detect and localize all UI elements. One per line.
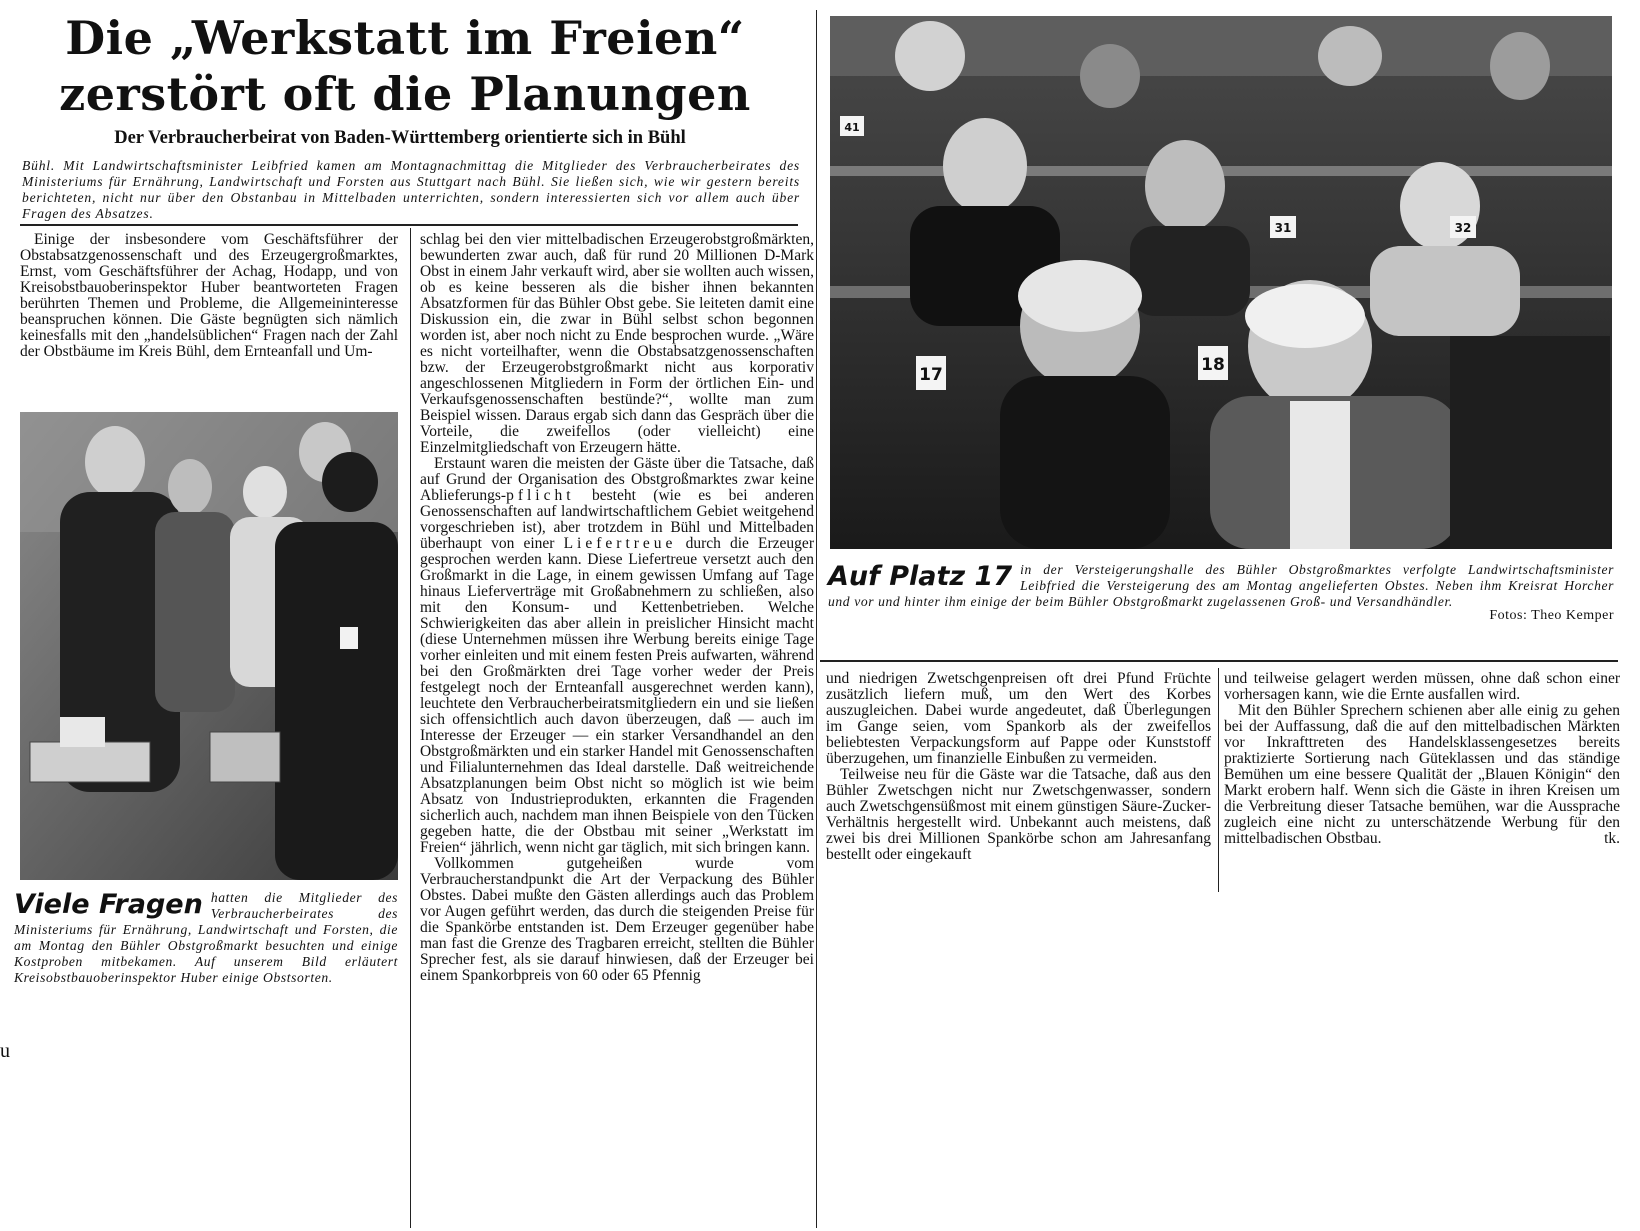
headline-line-1: Die „Werkstatt im Freien“	[65, 11, 745, 65]
intro-divider	[20, 224, 798, 226]
col1-paragraph: Einige der insbesondere vom Geschäftsführer der Obstabsatzgenossenschaft und des Erzeugergroßmarktes, Ernst, vom Geschäftsführer der Achag, Hodapp, und von Kreisobstbauoberinspektor Huber beantworteten Fragen berührten Themen und Probleme, die Allgemeininteresse beanspruchen können. Die Gäste begnügten sich nämlich keinesfalls mit den „handelsüblichen“ Fragen nach der Zahl der Obstbäume im Kreis Bühl, dem Ernteanfall und Um-	[20, 231, 398, 360]
column-divider	[1218, 668, 1219, 892]
text-run: Mit den Bühler Sprechern schienen aber alle einig zu gehen bei der Auffassung, daß die auf den mittelbadischen Märkten vor Inkrafttreten des Handelsklassengesetzes bereits praktizierte Sortierung nach Güteklassen und das ständige Bemühen um eine bessere Qualität der „Blauen Königin“ den Markt erobern half. Wenn sich die Gäste in ihren Kreisen um die Verbreitung dieser Tatsache bemühen, war die Aussprache zugleich eine nicht zu unterschätzende Werbung für den mittelbadischen Obstbau.	[1224, 702, 1620, 847]
col3-paragraph-1: und niedrigen Zwetschgenpreisen oft drei Pfund Früchte zusätzlich liefern muß, um den Wert des Korbes auszugleichen. Dabei wurde angedeutet, daß Überlegungen im Gange seien, vom Spankorb als der zweifellos beliebtesten Verpackungsform auf Pappe oder Kunststoff überzugehen, um finanzielle Einbußen zu vermeiden.	[826, 670, 1211, 767]
seat-label-32: 32	[1454, 221, 1472, 235]
col2-paragraph-3: Vollkommen gutgeheißen wurde vom Verbraucherstandpunkt die Art der Verpackung des Bühler Obstes. Dabei mußte den Gästen allerdings auch das Problem vor Augen geführt werden, das durch die steigenden Preise für die Spankörbe entstanden ist. Dem Erzeuger gegenüber habe man fast die Grenze des Tragbaren erreicht, stellten die Bühler Sprecher fest, als sie darauf hinwiesen, daß der Erzeuger bei einem Spankorbpreis von 60 oder 65 Pfennig	[420, 855, 814, 984]
text-run: Erstaunt waren die meisten der Gäste über die Tatsache, daß auf Grund der Organisation des Obstgroßmarktes zwar keine Ablieferungs-	[420, 455, 814, 504]
headline	[40, 10, 770, 122]
text-run: durch die Erzeuger gesprochen werden kann. Diese Liefertreue versetzt auch den Großmarkt in die Lage, in einem gewissen Umfang auf Tage hinaus Lieferverträge mit Großabnehmern zu schließen, also mit den Konsum- und Kettenbetrieben. Welche Schwierigkeiten das aber allein in preislicher Hinsicht macht (diese Unternehmen müssen ihre Werbung bereits einige Tage vorher einleiten und mit einem festen Preis aufwarten, während bei den Großmärkten drei Tage vorher weder der Preis festgelegt noch der Ernteanfall ausgerechnet werden kann), leuchtete den Verbraucherbeiratsmitgliedern ein und sie ließen sich offensichtlich auch davon überzeugen, daß — auch im Interesse der Erzeuger — ein starker Versandhandel an den Obstgroßmärkten und ein starker Handel mit Genossenschaften und Filialunternehmen das Ideal darstelle. Daß weitreichende Absatzplanungen beim Obst nicht so möglich ist wie beim Absatz von Industrieprodukten, erkannten die Fragenden sicherlich auch, nachdem man ihnen Beispiele von den Tücken gegeben hatte, die der Obstbau mit seiner „Werkstatt im Freien“ jährlich, wenn nicht gar täglich, mit sich bringen kann.	[420, 535, 814, 856]
column-1	[20, 232, 398, 360]
column-4	[1224, 671, 1620, 847]
column-divider	[410, 228, 411, 1228]
photo-auction-hall	[830, 16, 1612, 549]
seat-label-41: 41	[844, 121, 860, 134]
caption-auf-platz-17	[828, 562, 1614, 624]
photo-credit: Fotos: Theo Kemper	[1489, 608, 1614, 623]
seat-label-17: 17	[919, 365, 943, 385]
caption-text: in der Versteigerungshalle des Bühler Obstgroßmarktes verfolgte Landwirtschaftsminister Leibfried die Versteigerung des am Montag angelieferten Obstes. Neben ihm Kreisrat Horcher und vor und hinter ihm einige der beim Bühler Obstgroßmarkt zugelassenen Groß- und Versandhändler.	[828, 562, 1614, 609]
column-3	[826, 671, 1211, 863]
caption-title: Viele Fragen	[14, 889, 203, 920]
text-run: besteht (wie es bei anderen Genossenschaften auf landwirtschaftlichem Gebiet weitgehend vorgeschrieben ist), aber trotzdem in Bühl und Mittelbaden überhaupt von einer	[420, 487, 814, 552]
stray-mark: u	[0, 1040, 10, 1062]
emphasis-ablieferungspflicht: pflicht	[506, 487, 575, 504]
col2-paragraph-2	[420, 456, 814, 856]
caption-title: Auf Platz 17	[828, 561, 1013, 592]
emphasis-liefertreue: Liefertreue	[563, 535, 677, 552]
caption-text: hatten die Mitglieder des Verbraucherbeirates des Ministeriums für Ernährung, Landwirtschaft und Forsten, die am Montag den Bühler Obstgroßmarkt besuchten und einige Kostproben mitbekamen. Auf unserem Bild erläutert Kreisobstbauoberinspektor Huber einige Obstsorten.	[14, 890, 398, 985]
col3-paragraph-2: Teilweise neu für die Gäste war die Tatsache, daß aus den Bühler Zwetschgen nicht nur Zwetschgenwasser, sondern auch Zwetschgensüßmost mit einem günstigen Säure-Zucker-Verhältnis hergestellt wird. Unbekannt auch meistens, daß zwei bis drei Millionen Spankörbe schon am Jahresanfang bestellt oder eingekauft	[826, 766, 1211, 863]
column-2	[420, 232, 814, 1230]
photo-market-visit	[20, 412, 398, 880]
seat-label-18: 18	[1201, 355, 1225, 375]
col2-paragraph-1: schlag bei den vier mittelbadischen Erzeugerobstgroßmärkten, bewunderten zwar auch, daß für rund 20 Millionen D-Mark Obst in einem Jahr verkauft wird, aber sie wollten auch wissen, ob es keine besseren als die bisher ihnen bekannten Absatzformen für das Bühler Obst gebe. Sie leiteten damit eine Diskussion ein, die zwar in Bühl selbst schon begonnen worden ist, aber noch nicht zu Ende besprochen wurde. „Wäre es nicht vorteilhafter, wenn die Obstabsatzgenossenschaften bzw. der Erzeugerobstgroßmarkt nicht aus korporativ angeschlossenen Mitgliedern in Form der örtlichen Ein- und Verkaufsgenossenschaften bestünde?“, wollte man zum Beispiel wissen. Daraus ergab sich dann das Gespräch über die Vorteile, die zweifellos (oder vielleicht) eine Einzelmitgliedschaft von Erzeugern hätte.	[420, 232, 814, 456]
col4-paragraph-2	[1224, 703, 1620, 847]
headline-line-2: zerstört oft die Planungen	[59, 67, 751, 121]
col4-paragraph-1: und teilweise gelagert werden müssen, ohne daß schon einer vorhersagen kann, wie die Ernte ausfallen wird.	[1224, 670, 1620, 703]
author-signature: tk.	[1604, 830, 1620, 847]
seat-label-31: 31	[1274, 221, 1292, 235]
column-divider	[816, 10, 817, 1228]
section-divider	[820, 660, 1618, 662]
caption-viele-fragen	[14, 890, 398, 986]
subheadline: Der Verbraucherbeirat von Baden-Württemberg orientierte sich in Bühl	[114, 128, 686, 148]
intro-paragraph: Bühl. Mit Landwirtschaftsminister Leibfried kamen am Montagnachmittag die Mitglieder des Verbraucherbeirates des Ministeriums für Ernährung, Landwirtschaft und Forsten aus Stuttgart nach Bühl. Sie ließen sich, wie wir gestern bereits berichteten, nicht nur über den Obstanbau in Mittelbaden unterrichten, sondern interessierten sich vor allem auch über Fragen des Absatzes.	[22, 158, 800, 221]
